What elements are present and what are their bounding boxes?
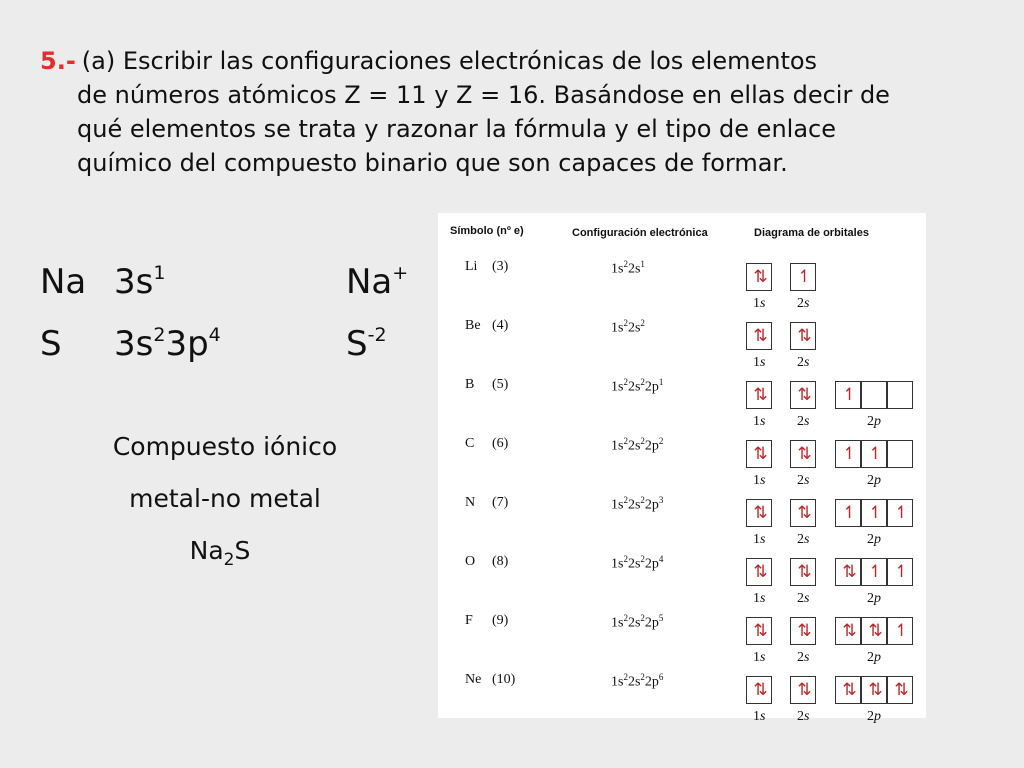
electron-count: (3) (492, 259, 509, 274)
orbital-box-1s: ⇅ (746, 322, 772, 350)
electron-count: (5) (492, 377, 509, 392)
element-symbol: N (465, 495, 476, 510)
orbital-label: 2s (797, 355, 810, 370)
orbital-label: 2s (797, 473, 810, 488)
orbital-label: 2p (867, 473, 881, 488)
orbital-box-2p: ⇅ (887, 676, 913, 704)
question-line-3: qué elementos se trata y razonar la fórmula y el tipo de enlace (77, 115, 836, 143)
orbital-label: 2p (867, 591, 881, 606)
s-ion: $S^{-2}$ (346, 324, 387, 364)
electron-count: (8) (492, 554, 509, 569)
na-configuration: $3s^1$ (114, 262, 166, 302)
orbital-box-2s: ⇅ (790, 381, 816, 409)
orbital-label: 1s (753, 709, 766, 724)
orbital-label: 2p (867, 650, 881, 665)
orbital-box-1s: ⇅ (746, 381, 772, 409)
orbital-box-2p: ↿ (887, 499, 913, 527)
na-symbol: Na (40, 262, 87, 302)
electron-configuration: $1s^22s^22p^1$ (611, 377, 664, 395)
orbital-box-2p: ↿ (887, 558, 913, 586)
table-row (438, 662, 926, 722)
orbital-box-2p: ↿ (861, 558, 887, 586)
orbital-box-2p: ⇅ (861, 676, 887, 704)
orbital-box-1s: ⇅ (746, 263, 772, 291)
electron-count: (4) (492, 318, 509, 333)
orbital-label: 2s (797, 591, 810, 606)
bond-type: metal-no metal (129, 484, 321, 513)
orbital-box-2s: ⇅ (790, 558, 816, 586)
orbital-box-2s: ⇅ (790, 499, 816, 527)
electron-configuration: $1s^22s^1$ (611, 259, 645, 277)
orbital-label: 1s (753, 532, 766, 547)
s-symbol: S (40, 324, 62, 364)
electron-configuration: $1s^22s^22p^2$ (611, 436, 664, 454)
question-number: 5.- (40, 47, 76, 75)
na-ion: Na+ (346, 262, 409, 302)
orbital-label: 2p (867, 709, 881, 724)
orbital-box-1s: ⇅ (746, 440, 772, 468)
table-row (438, 308, 926, 368)
element-symbol: F (465, 613, 473, 628)
table-row (438, 544, 926, 604)
question-line-4: químico del compuesto binario que son capaces de formar. (77, 149, 788, 177)
orbital-box-2p (861, 381, 887, 409)
orbital-label: 1s (753, 473, 766, 488)
element-symbol: C (465, 436, 475, 451)
orbital-box-2p: ↿ (835, 499, 861, 527)
orbital-box-2s: ⇅ (790, 440, 816, 468)
orbital-box-1s: ⇅ (746, 558, 772, 586)
electron-configuration: $1s^22s^22p^6$ (611, 672, 664, 690)
orbital-box-2p: ⇅ (835, 617, 861, 645)
orbital-label: 1s (753, 414, 766, 429)
orbital-box-2s: ↿ (790, 263, 816, 291)
electron-count: (7) (492, 495, 509, 510)
orbital-label: 1s (753, 355, 766, 370)
orbital-box-2p: ⇅ (835, 676, 861, 704)
orbital-box-1s: ⇅ (746, 499, 772, 527)
orbital-box-1s: ⇅ (746, 676, 772, 704)
orbital-box-2p: ↿ (861, 499, 887, 527)
orbital-label: 2p (867, 532, 881, 547)
electron-count: (10) (492, 672, 516, 687)
orbital-label: 2s (797, 532, 810, 547)
orbital-label: 2s (797, 296, 810, 311)
electron-count: (6) (492, 436, 509, 451)
compound-formula: $Na_2S$ (189, 536, 251, 570)
orbital-box-2p: ⇅ (835, 558, 861, 586)
element-symbol: B (465, 377, 475, 392)
header-configuration: Configuración electrónica (572, 227, 708, 239)
orbital-box-2p: ↿ (861, 440, 887, 468)
table-row (438, 367, 926, 427)
electron-count: (9) (492, 613, 509, 628)
electron-configuration: $1s^22s^22p^3$ (611, 495, 664, 513)
orbital-table (438, 213, 926, 724)
table-row (438, 603, 926, 663)
electron-configuration: $1s^22s^22p^4$ (611, 554, 664, 572)
table-row (438, 485, 926, 545)
element-symbol: Li (465, 259, 478, 274)
orbital-label: 1s (753, 591, 766, 606)
table-row (438, 426, 926, 486)
orbital-label: 2s (797, 650, 810, 665)
question-text (40, 44, 940, 180)
electron-configuration: $1s^22s^2$ (611, 318, 645, 336)
orbital-label: 2p (867, 414, 881, 429)
element-symbol: Be (465, 318, 481, 333)
orbital-box-2p: ↿ (887, 617, 913, 645)
orbital-box-2s: ⇅ (790, 676, 816, 704)
question-line-1: (a) Escribir las configuraciones electrónicas de los elementos (81, 47, 818, 75)
header-diagram: Diagrama de orbitales (754, 227, 869, 239)
element-symbol: O (465, 554, 476, 569)
s-configuration: $3s^23p^4$ (114, 324, 221, 364)
orbital-box-1s: ⇅ (746, 617, 772, 645)
table-row (438, 249, 926, 309)
header-symbol: Símbolo (nº e) (450, 225, 524, 237)
electron-configuration: $1s^22s^22p^5$ (611, 613, 664, 631)
orbital-label: 2s (797, 414, 810, 429)
orbital-label: 1s (753, 650, 766, 665)
orbital-label: 2s (797, 709, 810, 724)
orbital-box-2s: ⇅ (790, 617, 816, 645)
orbital-box-2p (887, 381, 913, 409)
orbital-label: 1s (753, 296, 766, 311)
orbital-box-2s: ⇅ (790, 322, 816, 350)
orbital-box-2p: ↿ (835, 381, 861, 409)
orbital-box-2p: ↿ (835, 440, 861, 468)
question-line-2: de números atómicos Z = 11 y Z = 16. Basándose en ellas decir de (77, 81, 890, 109)
orbital-box-2p (887, 440, 913, 468)
element-symbol: Ne (465, 672, 482, 687)
orbital-box-2p: ⇅ (861, 617, 887, 645)
compound-type: Compuesto iónico (112, 432, 338, 461)
